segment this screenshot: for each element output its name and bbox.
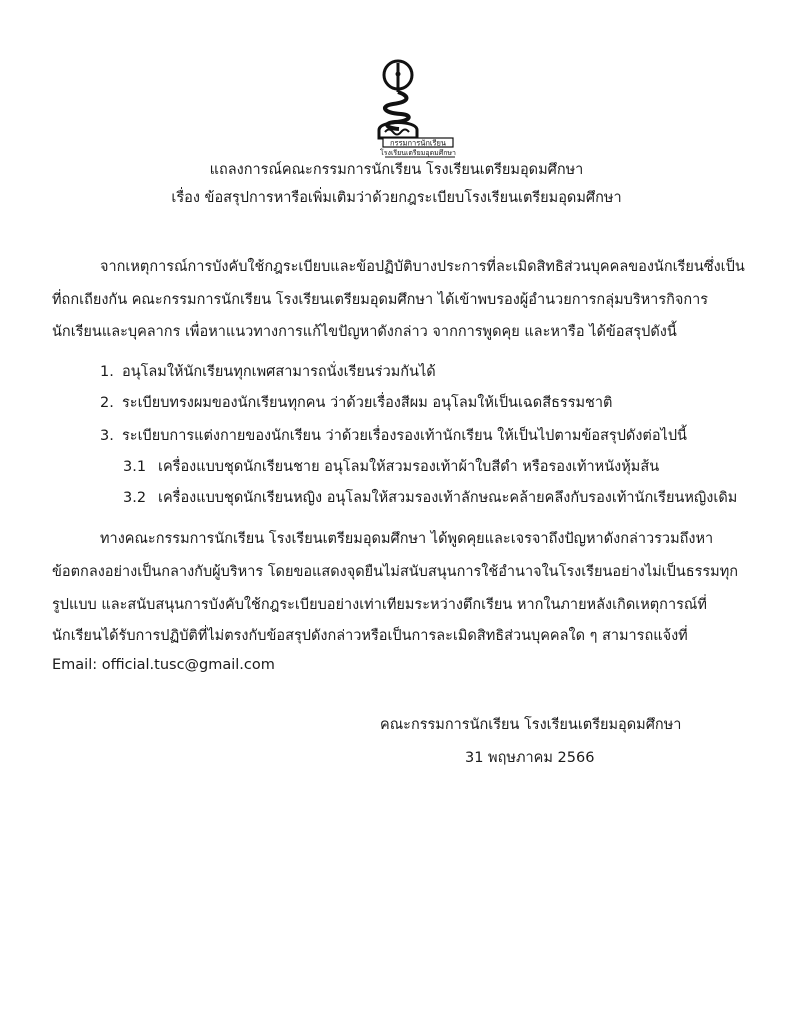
- signature-org: คณะกรรมการนักเรียน โรงเรียนเตรียมอุดมศึกษา: [380, 717, 682, 733]
- signature-date: 31 พฤษภาคม 2566: [465, 750, 595, 766]
- sub-list-item-number: 3.2: [123, 490, 147, 506]
- list-item-number: 2.: [100, 395, 114, 411]
- contact-email: Email: official.tusc@gmail.com: [52, 657, 275, 673]
- list-item: อนุโลมให้นักเรียนทุกเพศสามารถนั่งเรียนร่วมกันได้: [122, 364, 436, 380]
- list-item: ระเบียบทรงผมของนักเรียนทุกคน ว่าด้วยเรื่องสีผม อนุโลมให้เป็นเฉดสีธรรมชาติ: [122, 395, 613, 411]
- sub-list-item-number: 3.1: [123, 459, 147, 475]
- closing-line: ข้อตกลงอย่างเป็นกลางกับผู้บริหาร โดยขอแสดงจุดยืนไม่สนับสนุนการใช้อำนาจในโรงเรียนอย่างไม่เป็นธรรมทุก: [52, 564, 739, 580]
- document-subject: เรื่อง ข้อสรุปการหารือเพิ่มเติมว่าด้วยกฎระเบียบโรงเรียนเตรียมอุดมศึกษา: [171, 190, 622, 206]
- list-item-number: 1.: [100, 364, 114, 380]
- closing-line: ทางคณะกรรมการนักเรียน โรงเรียนเตรียมอุดมศึกษา ได้พูดคุยและเจรจาถึงปัญหาดังกล่าวรวมถึงหา: [100, 531, 714, 547]
- document-title: แถลงการณ์คณะกรรมการนักเรียน โรงเรียนเตรียมอุดมศึกษา: [209, 162, 584, 178]
- sub-list-item: เครื่องแบบชุดนักเรียนหญิง อนุโลมให้สวมรองเท้าลักษณะคล้ายคลึงกับรองเท้านักเรียนหญิงเดิม: [158, 490, 738, 506]
- logo-text-top: กรรมการนักเรียน: [389, 138, 447, 148]
- student-committee-logo: [365, 58, 465, 160]
- logo-text-bottom: โรงเรียนเตรียมอุดมศึกษา: [380, 149, 456, 157]
- list-item-number: 3.: [100, 428, 114, 444]
- list-item: ระเบียบการแต่งกายของนักเรียน ว่าด้วยเรื่องรองเท้านักเรียน ให้เป็นไปตามข้อสรุปดังต่อไปนี้: [122, 428, 687, 444]
- closing-line: รูปแบบ และสนับสนุนการบังคับใช้กฎระเบียบอย่างเท่าเทียมระหว่างตึกเรียน หากในภายหลังเกิดเหตุการณ์ที่: [52, 597, 707, 613]
- intro-line: ที่ถกเถียงกัน คณะกรรมการนักเรียน โรงเรียนเตรียมอุดมศึกษา ได้เข้าพบรองผู้อำนวยการกลุ่มบริหารกิจการ: [52, 292, 709, 308]
- intro-line: จากเหตุการณ์การบังคับใช้กฎระเบียบและข้อปฏิบัติบางประการที่ละเมิดสิทธิส่วนบุคคลของนักเรียนซึ่งเป็น: [100, 259, 745, 275]
- intro-line: นักเรียนและบุคลากร เพื่อหาแนวทางการแก้ไขปัญหาดังกล่าว จากการพูดคุย และหารือ ได้ข้อสรุปดังนี้: [52, 324, 677, 340]
- closing-line: นักเรียนได้รับการปฏิบัติที่ไม่ตรงกับข้อสรุปดังกล่าวหรือเป็นการละเมิดสิทธิส่วนบุคคลใด ๆ สามารถแจ้งที่: [52, 628, 688, 644]
- sub-list-item: เครื่องแบบชุดนักเรียนชาย อนุโลมให้สวมรองเท้าผ้าใบสีดำ หรือรองเท้าหนังหุ้มส้น: [158, 459, 660, 475]
